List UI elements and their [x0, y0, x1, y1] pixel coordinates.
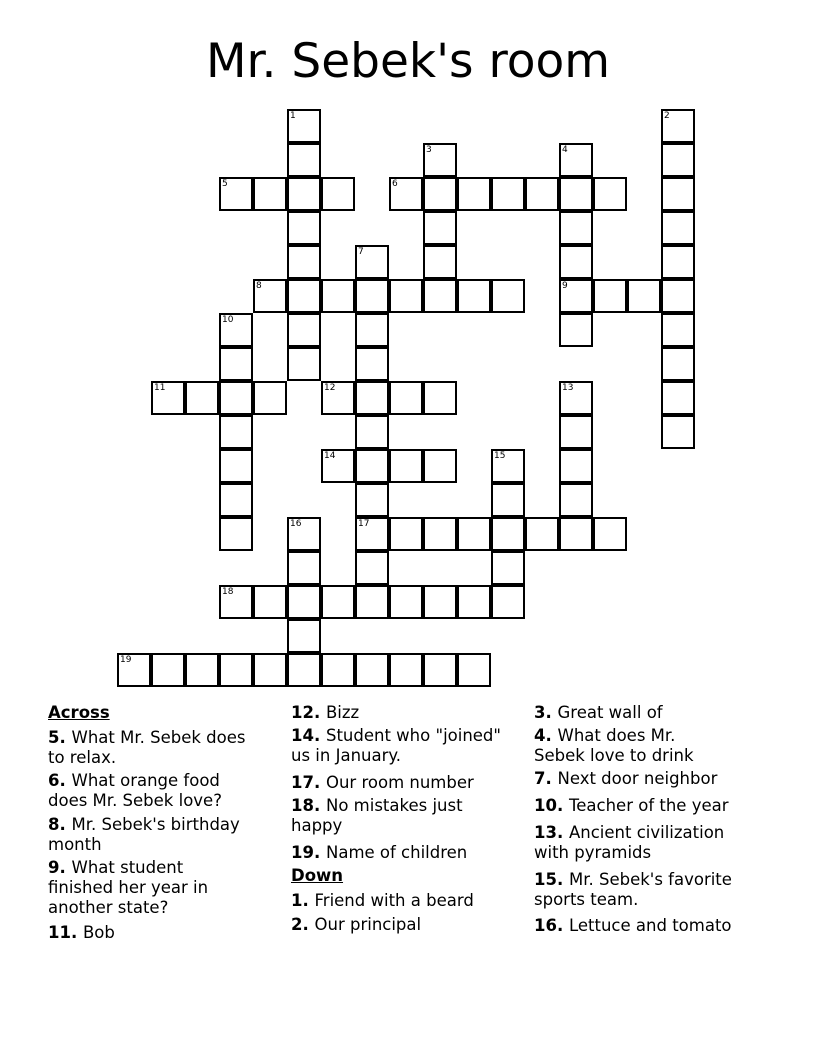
grid-cell[interactable] [287, 653, 321, 687]
clue-item-number: 14. [291, 726, 326, 745]
puzzle-title: Mr. Sebek's room [205, 34, 611, 89]
clue-item [48, 771, 263, 811]
clue-number: 15 [494, 451, 506, 461]
grid-cell[interactable] [457, 653, 491, 687]
clue-item [291, 891, 516, 911]
clue-item-text: Our room number [325, 773, 474, 792]
grid-cell[interactable] [423, 177, 457, 211]
clue-number: 10 [222, 315, 234, 325]
clue-number: 12 [324, 383, 336, 393]
clue-item-text: Next door neighbor [557, 769, 718, 788]
grid-cell[interactable] [355, 313, 389, 347]
grid-cell[interactable] [219, 347, 253, 381]
grid-cell[interactable] [423, 211, 457, 245]
clue-item-number: 5. [48, 728, 72, 747]
grid-cell[interactable] [423, 381, 457, 415]
clue-item [534, 726, 719, 766]
clue-number: 3 [426, 145, 432, 155]
grid-cell[interactable] [219, 415, 253, 449]
grid-cell[interactable] [321, 653, 355, 687]
clue-item-number: 12. [291, 703, 326, 722]
clue-item-number: 18. [291, 796, 326, 815]
clue-number: 2 [664, 111, 670, 121]
grid-cell[interactable] [457, 585, 491, 619]
clue-item-text: Student who "joined" us in January. [291, 726, 501, 765]
grid-cell[interactable] [491, 177, 525, 211]
grid-cell[interactable] [423, 143, 457, 177]
clue-item [48, 923, 248, 943]
grid-cell[interactable] [559, 381, 593, 415]
grid-cell[interactable] [151, 653, 185, 687]
grid-cell[interactable] [423, 449, 457, 483]
across-heading: Across [48, 703, 110, 722]
grid-cell[interactable] [287, 619, 321, 653]
clue-item [534, 870, 759, 910]
clue-item [534, 916, 774, 936]
grid-cell[interactable] [525, 177, 559, 211]
grid-cell[interactable] [661, 381, 695, 415]
clue-item [534, 796, 769, 816]
clue-item-text: What student finished her year in another state? [48, 858, 209, 917]
clue-number: 5 [222, 179, 228, 189]
grid-cell[interactable] [219, 313, 253, 347]
grid-cell[interactable] [287, 211, 321, 245]
grid-cell[interactable] [219, 449, 253, 483]
down-heading: Down [291, 866, 344, 885]
grid-cell[interactable] [389, 279, 423, 313]
clue-item-number: 7. [534, 769, 558, 788]
clue-item [291, 915, 511, 935]
grid-cell[interactable] [559, 211, 593, 245]
clue-number: 8 [256, 281, 262, 291]
grid-cell[interactable] [253, 177, 287, 211]
clue-item-number: 2. [291, 915, 315, 934]
clue-number: 7 [358, 247, 364, 257]
grid-cell[interactable] [219, 585, 253, 619]
clue-item-text: Lettuce and tomato [568, 916, 732, 935]
grid-cell[interactable] [321, 381, 355, 415]
grid-cell[interactable] [661, 313, 695, 347]
grid-cell[interactable] [287, 585, 321, 619]
clue-item-text: Our principal [314, 915, 422, 934]
clue-number: 13 [562, 383, 574, 393]
grid-cell[interactable] [287, 279, 321, 313]
grid-cell[interactable] [389, 177, 423, 211]
grid-cell[interactable] [661, 177, 695, 211]
grid-cell[interactable] [457, 279, 491, 313]
clue-item-text: Mr. Sebek's birthday month [48, 815, 240, 854]
clue-item [291, 726, 506, 766]
clue-item [291, 843, 511, 863]
grid-cell[interactable] [253, 585, 287, 619]
grid-cell[interactable] [355, 449, 389, 483]
clue-item [534, 823, 764, 863]
clue-item-number: 8. [48, 815, 72, 834]
grid-cell[interactable] [423, 245, 457, 279]
grid-cell[interactable] [559, 483, 593, 517]
grid-cell[interactable] [355, 415, 389, 449]
grid-cell[interactable] [491, 551, 525, 585]
clue-item-text: Friend with a beard [314, 891, 474, 910]
grid-cell[interactable] [355, 551, 389, 585]
grid-cell[interactable] [355, 381, 389, 415]
grid-cell[interactable] [457, 517, 491, 551]
grid-cell[interactable] [287, 347, 321, 381]
grid-cell[interactable] [253, 381, 287, 415]
clue-item-number: 13. [534, 823, 569, 842]
grid-cell[interactable] [287, 517, 321, 551]
grid-cell[interactable] [287, 143, 321, 177]
grid-cell[interactable] [389, 381, 423, 415]
grid-cell[interactable] [219, 483, 253, 517]
grid-cell[interactable] [423, 279, 457, 313]
clue-item-text: Great wall of [557, 703, 663, 722]
clue-item-text: Ancient civilization with pyramids [534, 823, 725, 862]
clue-number: 17 [358, 519, 370, 529]
clue-item-text: Mr. Sebek's favorite sports team. [534, 870, 732, 909]
clue-item [291, 773, 511, 793]
grid-cell[interactable] [593, 517, 627, 551]
grid-cell[interactable] [321, 177, 355, 211]
grid-cell[interactable] [219, 177, 253, 211]
clue-item [291, 796, 496, 836]
grid-cell[interactable] [355, 347, 389, 381]
clue-number: 18 [222, 587, 234, 597]
grid-cell[interactable] [627, 279, 661, 313]
clue-number: 1 [290, 111, 296, 121]
grid-cell[interactable] [355, 585, 389, 619]
grid-cell[interactable] [185, 653, 219, 687]
grid-cell[interactable] [253, 653, 287, 687]
grid-cell[interactable] [491, 517, 525, 551]
grid-cell[interactable] [559, 449, 593, 483]
clue-item-number: 19. [291, 843, 326, 862]
clue-number: 11 [154, 383, 166, 393]
grid-cell[interactable] [423, 585, 457, 619]
grid-cell[interactable] [491, 449, 525, 483]
grid-cell[interactable] [185, 381, 219, 415]
grid-cell[interactable] [389, 449, 423, 483]
clue-item-number: 1. [291, 891, 315, 910]
grid-cell[interactable] [219, 381, 253, 415]
grid-cell[interactable] [389, 517, 423, 551]
grid-cell[interactable] [219, 517, 253, 551]
grid-cell[interactable] [661, 143, 695, 177]
grid-cell[interactable] [287, 177, 321, 211]
grid-cell[interactable] [321, 279, 355, 313]
clue-item-text: Teacher of the year [568, 796, 729, 815]
grid-cell[interactable] [593, 177, 627, 211]
clue-item-text: Bob [82, 923, 115, 942]
clue-item [48, 815, 273, 855]
grid-cell[interactable] [287, 313, 321, 347]
clue-number: 9 [562, 281, 568, 291]
grid-cell[interactable] [117, 653, 151, 687]
grid-cell[interactable] [661, 109, 695, 143]
grid-cell[interactable] [287, 551, 321, 585]
grid-cell[interactable] [661, 415, 695, 449]
grid-cell[interactable] [661, 211, 695, 245]
clue-item [48, 728, 248, 768]
clue-number: 4 [562, 145, 568, 155]
clue-item-number: 15. [534, 870, 569, 889]
grid-cell[interactable] [525, 517, 559, 551]
grid-cell[interactable] [355, 517, 389, 551]
grid-cell[interactable] [287, 245, 321, 279]
grid-cell[interactable] [253, 279, 287, 313]
clue-item-text: What does Mr. Sebek love to drink [534, 726, 694, 765]
clue-item-text: What Mr. Sebek does to relax. [48, 728, 246, 767]
grid-cell[interactable] [661, 347, 695, 381]
clue-item-number: 3. [534, 703, 558, 722]
grid-cell[interactable] [491, 483, 525, 517]
clue-number: 16 [290, 519, 302, 529]
grid-cell[interactable] [423, 653, 457, 687]
clue-number: 14 [324, 451, 336, 461]
grid-cell[interactable] [661, 245, 695, 279]
grid-cell[interactable] [219, 653, 253, 687]
grid-cell[interactable] [151, 381, 185, 415]
grid-cell[interactable] [559, 279, 593, 313]
clue-item-number: 10. [534, 796, 569, 815]
grid-cell[interactable] [389, 653, 423, 687]
grid-cell[interactable] [355, 245, 389, 279]
clue-item-number: 9. [48, 858, 72, 877]
grid-cell[interactable] [559, 177, 593, 211]
clue-item [534, 769, 759, 789]
grid-cell[interactable] [661, 279, 695, 313]
clue-number: 19 [120, 655, 132, 665]
clue-item-text: No mistakes just happy [291, 796, 463, 835]
clue-item [48, 858, 253, 918]
clue-item [534, 703, 759, 723]
clue-item [291, 703, 506, 723]
clue-item-number: 4. [534, 726, 558, 745]
clue-item-text: What orange food does Mr. Sebek love? [48, 771, 222, 810]
clue-item-number: 17. [291, 773, 326, 792]
grid-cell[interactable] [559, 143, 593, 177]
grid-cell[interactable] [457, 177, 491, 211]
clue-item-number: 11. [48, 923, 83, 942]
grid-cell[interactable] [593, 279, 627, 313]
grid-cell[interactable] [559, 245, 593, 279]
grid-cell[interactable] [423, 517, 457, 551]
clue-item-text: Name of children [325, 843, 468, 862]
grid-cell[interactable] [355, 653, 389, 687]
grid-cell[interactable] [491, 279, 525, 313]
grid-cell[interactable] [559, 313, 593, 347]
grid-cell[interactable] [559, 517, 593, 551]
grid-cell[interactable] [389, 585, 423, 619]
grid-cell[interactable] [321, 449, 355, 483]
grid-cell[interactable] [491, 585, 525, 619]
clue-item-number: 16. [534, 916, 569, 935]
clue-number: 6 [392, 179, 398, 189]
grid-cell[interactable] [559, 415, 593, 449]
grid-cell[interactable] [321, 585, 355, 619]
grid-cell[interactable] [355, 483, 389, 517]
clue-item-number: 6. [48, 771, 72, 790]
clue-item-text: Bizz [325, 703, 360, 722]
grid-cell[interactable] [355, 279, 389, 313]
grid-cell[interactable] [287, 109, 321, 143]
